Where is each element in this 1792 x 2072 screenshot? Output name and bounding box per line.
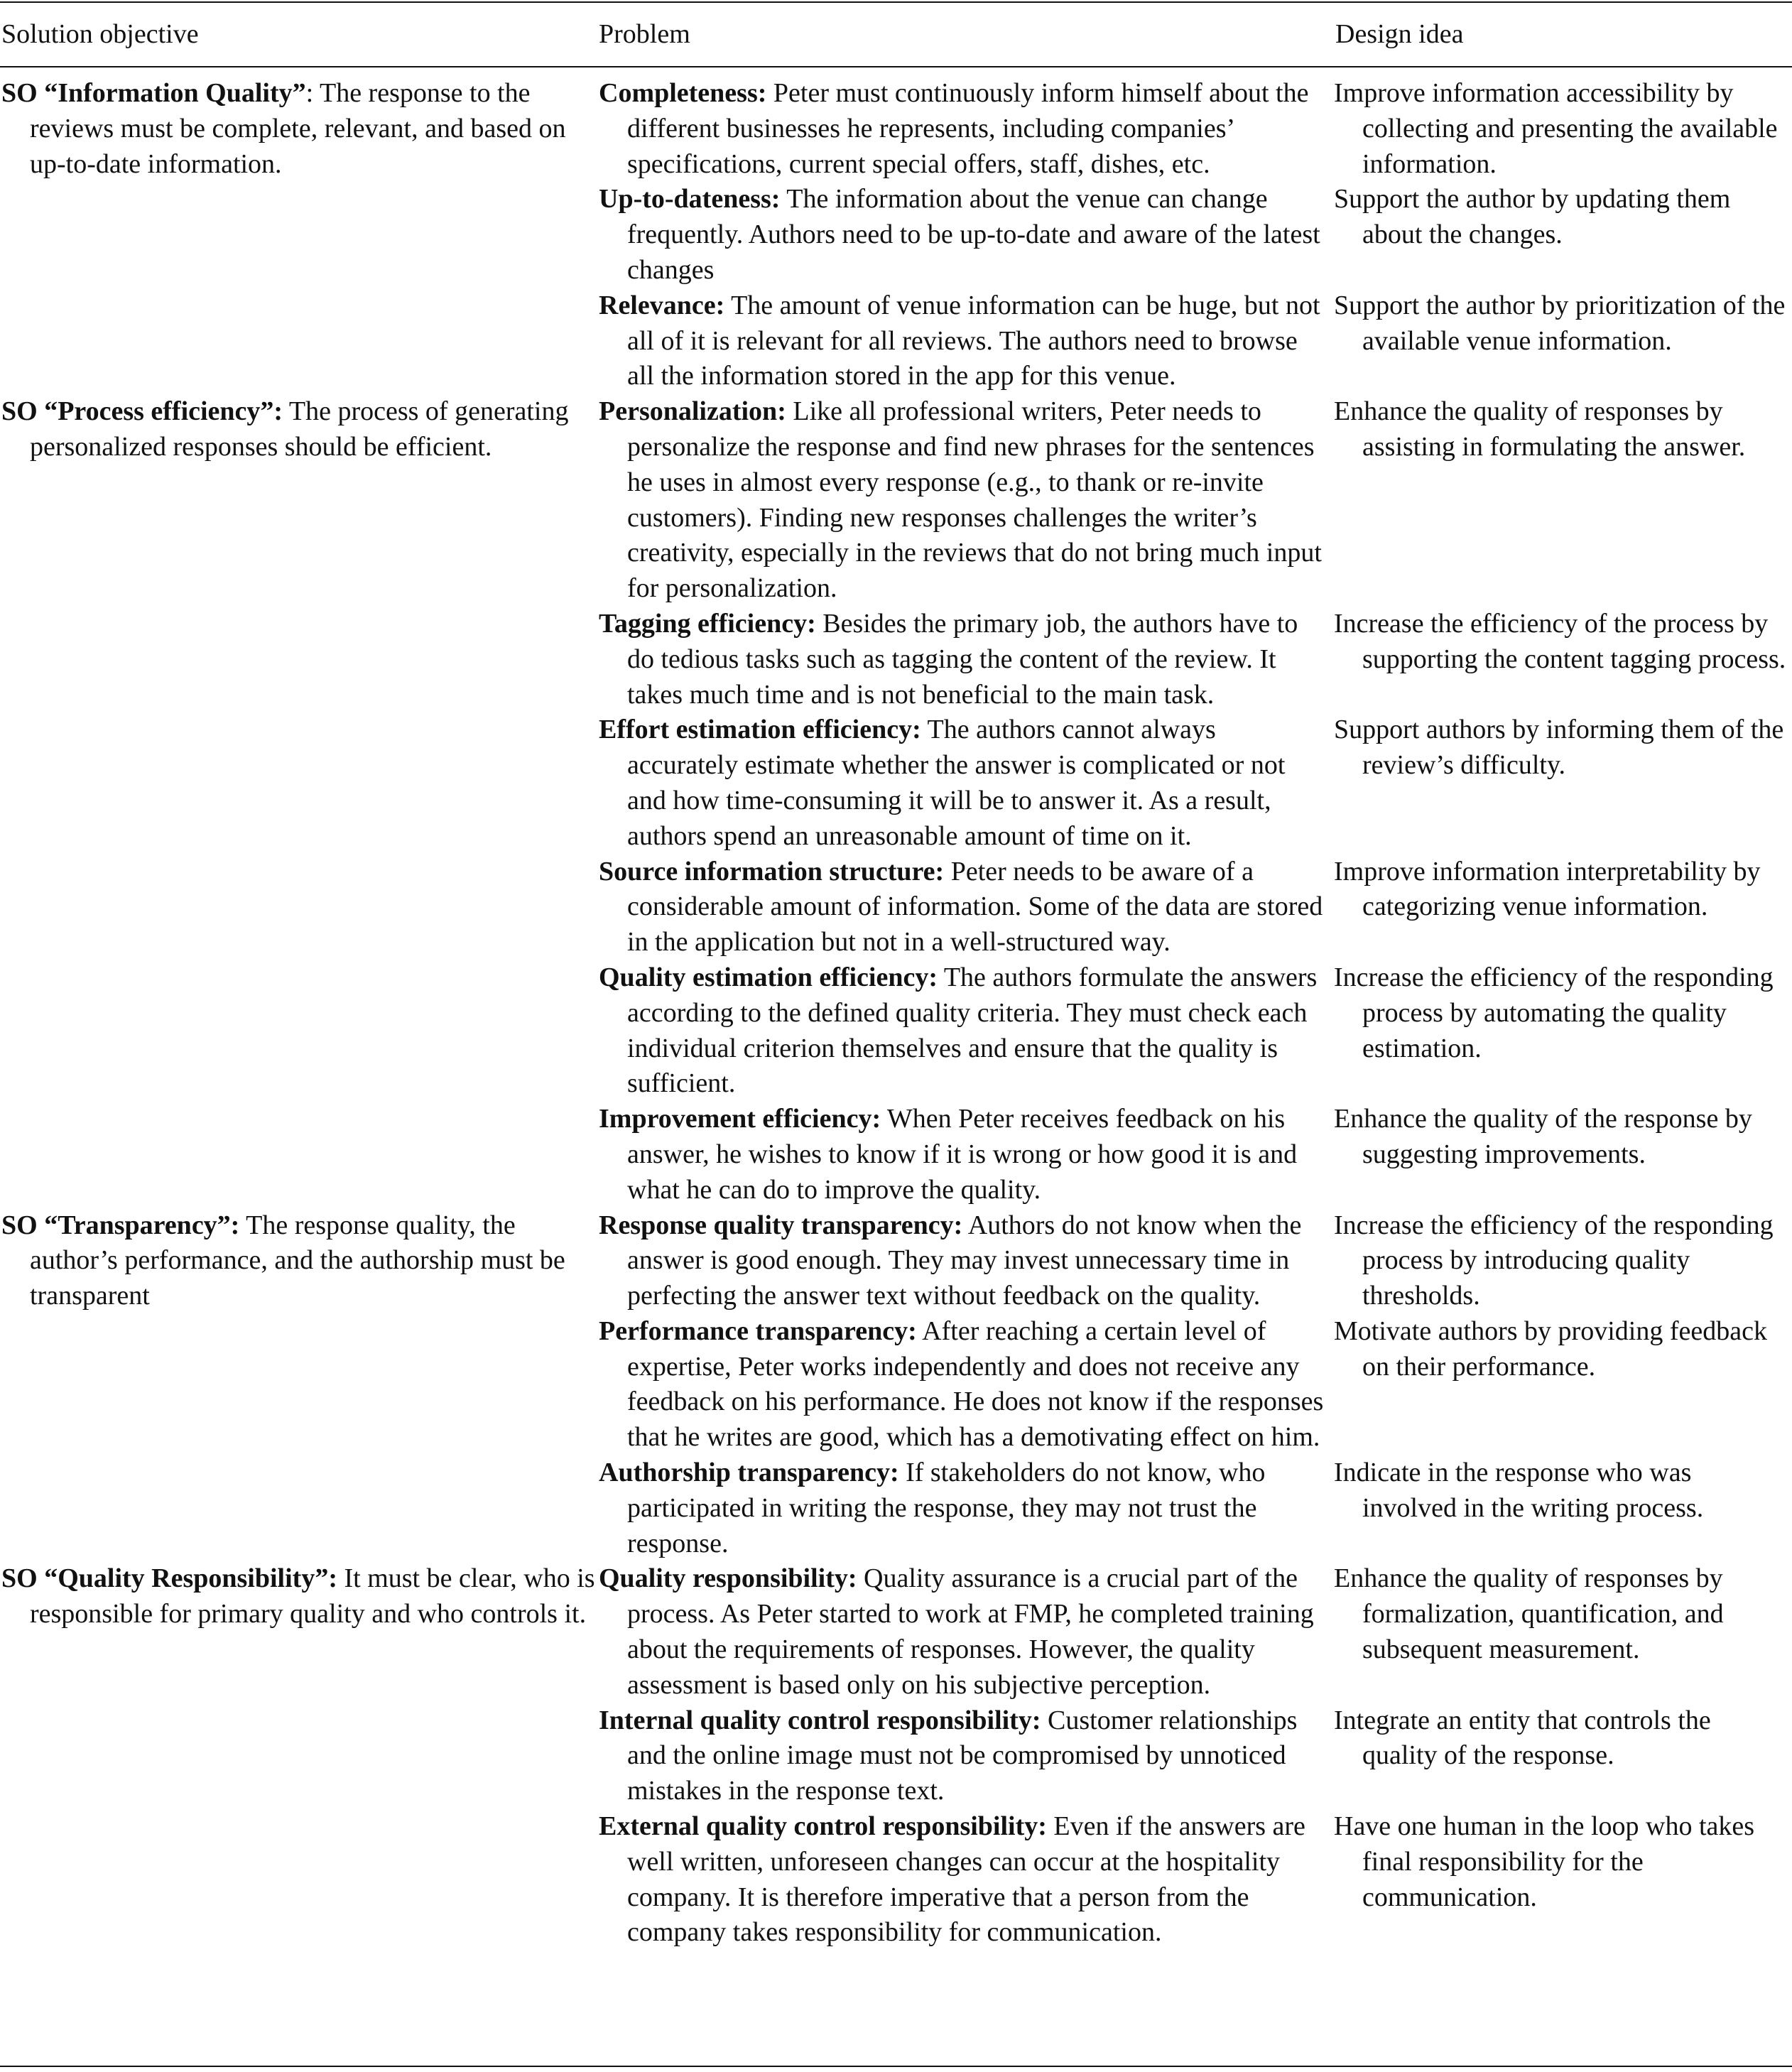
problem-row (597, 607, 1792, 712)
design-idea: Enhance the quality of the response by suggesting improvements. (1334, 1104, 1752, 1169)
problem-row (597, 394, 1792, 607)
design-idea: Support authors by informing them of the review’s difficulty. (1334, 715, 1784, 781)
problem-text: Besides the primary job, the authors have to do tedious tasks such as tagging the content of the review. It takes much time and is not beneficial to the main task. (627, 608, 1298, 710)
table-bottom-rule (0, 2066, 1792, 2067)
solution-objective-cell (0, 1208, 597, 1562)
problem-row (597, 1102, 1792, 1208)
design-idea: Increase the efficiency of the process by supporting the content tagging process. (1334, 608, 1786, 674)
problem-text: The authors formulate the answers according to the defined quality criteria. They must check each individual criterion themselves and ensure that the quality is sufficient. (627, 962, 1318, 1099)
problem-row (597, 712, 1792, 854)
so-title: SO “Quality Responsibility”: (1, 1563, 337, 1594)
design-idea: Improve information interpretability by categorizing venue information. (1334, 856, 1761, 922)
so-text: The response quality, the author’s performance, and the authorship must be transparent (30, 1210, 565, 1311)
problem-title: Quality estimation efficiency: (599, 962, 938, 992)
problem-title: Response quality transparency: (599, 1210, 963, 1240)
design-idea: Increase the efficiency of the responding process by introducing quality thresholds. (1334, 1210, 1774, 1311)
problem-row (597, 1809, 1792, 1951)
design-idea: Improve information accessibility by collecting and presenting the available information. (1334, 78, 1778, 179)
design-idea: Have one human in the loop who takes final responsibility for the communication. (1334, 1811, 1755, 1912)
problem-title: Improvement efficiency: (599, 1104, 881, 1134)
so-title: SO “Information Quality” (1, 78, 306, 108)
table-row (0, 76, 1792, 394)
design-idea: Support the author by prioritization of the available venue information. (1334, 290, 1786, 356)
solution-objective-cell (0, 1561, 597, 1951)
problem-row (597, 1455, 1792, 1561)
so-title: SO “Transparency”: (1, 1210, 240, 1240)
problem-row (597, 76, 1792, 182)
problem-text: Customer relationships and the online image must not be compromised by unnoticed mistakes in the response text. (627, 1705, 1298, 1806)
problem-text: Peter must continuously inform himself about the different businesses he represents, including companies’ specifications, current special offers, staff, dishes, etc. (627, 78, 1309, 179)
problem-text: If stakeholders do not know, who participated in writing the response, they may not trust the response. (627, 1458, 1266, 1558)
problem-row (597, 960, 1792, 1102)
problem-title: External quality control responsibility: (599, 1811, 1047, 1842)
table-row (0, 394, 1792, 1208)
solution-objective-cell (0, 394, 597, 1208)
solution-objective-cell (0, 76, 597, 394)
problem-title: Personalization: (599, 396, 786, 427)
problem-title: Internal quality control responsibility: (599, 1705, 1041, 1735)
design-idea: Support the author by updating them about the changes. (1334, 184, 1731, 250)
problem-title: Completeness: (599, 78, 767, 108)
problem-title: Relevance: (599, 290, 725, 320)
problem-text: The information about the venue can change frequently. Authors need to be up-to-date and aware of the latest changes (627, 184, 1320, 285)
table-row (0, 1561, 1792, 1951)
problem-title: Quality responsibility: (599, 1563, 857, 1594)
problem-title: Authorship transparency: (599, 1458, 899, 1488)
problem-title: Source information structure: (599, 856, 945, 886)
header-problem: Problem (599, 19, 690, 49)
so-text: The process of generating personalized responses should be efficient. (30, 396, 569, 462)
problem-title: Tagging efficiency: (599, 608, 816, 639)
problem-text: The amount of venue information can be huge, but not all of it is relevant for all reviews. The authors need to browse all the information stored in the app for this venue. (627, 290, 1320, 391)
problem-row (597, 182, 1792, 288)
design-idea: Increase the efficiency of the responding process by automating the quality estimation. (1334, 962, 1774, 1063)
problem-row (597, 1208, 1792, 1314)
design-idea: Enhance the quality of responses by formalization, quantification, and subsequent measurement. (1334, 1563, 1724, 1665)
so-text: It must be clear, who is responsible for primary quality and who controls it. (30, 1563, 595, 1629)
problem-text: The authors cannot always accurately estimate whether the answer is complicated or not and how time-consuming it will be to answer it. As a result, authors spend an unreasonable amount of time on it. (627, 715, 1286, 851)
problem-text: When Peter receives feedback on his answer, he wishes to know if it is wrong or how good it is and what he can do to improve the quality. (627, 1104, 1298, 1205)
problem-text: Like all professional writers, Peter needs to personalize the response and find new phrases for the sentences he uses in almost every response (e.g., to thank or re-invite customers). Finding new responses challenges the writer’s creativity, especially in the reviews that do not bring much input for personalization. (627, 396, 1322, 604)
problem-title: Effort estimation efficiency: (599, 715, 921, 745)
design-idea: Indicate in the response who was involved in the writing process. (1334, 1458, 1704, 1523)
problem-row (597, 1703, 1792, 1809)
problem-title: Up-to-dateness: (599, 184, 781, 215)
table-body (0, 76, 1792, 1951)
so-title: SO “Process efficiency”: (1, 396, 283, 427)
problem-row (597, 1314, 1792, 1455)
table-row (0, 1208, 1792, 1562)
header-design-idea: Design idea (1335, 19, 1464, 49)
problem-text: Quality assurance is a crucial part of the process. As Peter started to work at FMP, he completed training about the requirements of responses. However, the quality assessment is based only on his subjective perception. (627, 1563, 1314, 1700)
problem-text: Even if the answers are well written, unforeseen changes can occur at the hospitality company. It is therefore imperative that a person from the company takes responsibility for communication. (627, 1811, 1305, 1948)
problem-text: Authors do not know when the answer is good enough. They may invest unnecessary time in perfecting the answer text without feedback on the quality. (627, 1210, 1302, 1311)
problem-row (597, 1561, 1792, 1703)
problem-row (597, 855, 1792, 960)
table-top-rule (0, 1, 1792, 3)
so-text: : The response to the reviews must be complete, relevant, and based on up-to-date information. (30, 78, 566, 179)
table-header-rule (0, 66, 1792, 67)
problem-text: Peter needs to be aware of a considerable amount of information. Some of the data are stored in the application but not in a well-structured way. (627, 856, 1323, 958)
header-solution-objective: Solution objective (1, 19, 199, 49)
design-idea: Integrate an entity that controls the quality of the response. (1334, 1705, 1711, 1771)
design-idea: Motivate authors by providing feedback on their performance. (1334, 1316, 1767, 1382)
problem-text: After reaching a certain level of expertise, Peter works independently and does not receive any feedback on his performance. He does not know if the responses that he writes are good, which has a demotivating effect on him. (627, 1316, 1324, 1453)
design-idea: Enhance the quality of responses by assisting in formulating the answer. (1334, 396, 1746, 462)
problem-title: Performance transparency: (599, 1316, 917, 1346)
problem-row (597, 288, 1792, 394)
